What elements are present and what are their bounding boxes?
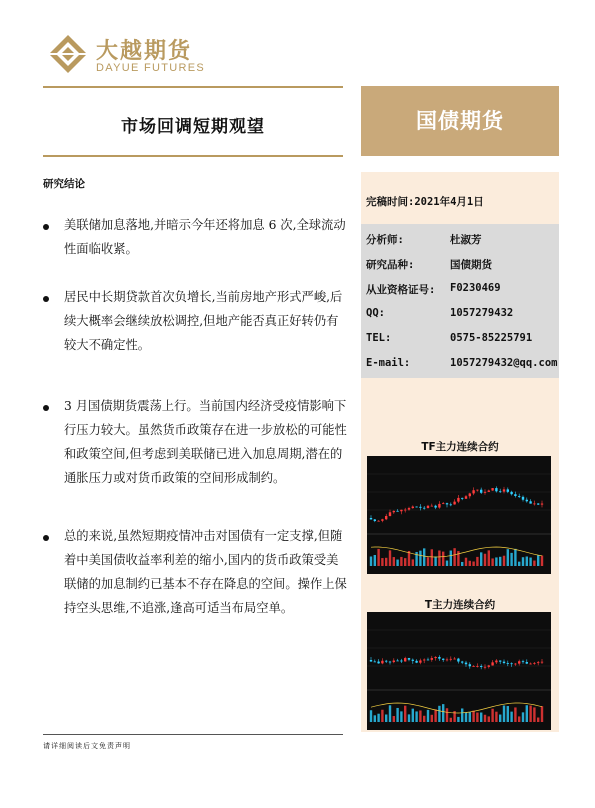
candle-body (427, 506, 429, 508)
section-heading: 研究结论 (43, 178, 85, 190)
candle-body (461, 662, 463, 663)
bullet-icon (43, 405, 49, 411)
volume-bar (431, 715, 433, 722)
candle-body (450, 504, 452, 505)
volume-bar (541, 706, 543, 722)
volume-bar (442, 704, 444, 722)
volume-bar (381, 710, 383, 722)
candle-body (453, 659, 455, 660)
bullet-icon (43, 224, 49, 230)
candle-body (484, 492, 486, 493)
volume-bar (415, 711, 417, 722)
info-value[interactable]: 1057279432@qq.com (450, 357, 558, 369)
volume-bar (370, 556, 372, 566)
conclusion-point: 总的来说,虽然短期疫情冲击对国债有一定支撑,但随着中美国债收益率利差的缩小,国内的货币政策受美联储的加息制约已基本不存在降息的空间。操作上保持空头思维,不追涨,逢高可适当布局空单。 (64, 529, 347, 615)
candle-body (472, 666, 474, 667)
candle-body (400, 510, 402, 511)
info-value: 1057279432 (450, 307, 514, 319)
volume-bar (476, 713, 478, 722)
chart-background (367, 612, 551, 730)
volume-bar (404, 558, 406, 566)
candle-body (457, 498, 459, 502)
volume-bar (480, 552, 482, 566)
conclusion-point: 居民中长期贷款首次负增长,当前房地产形式严峻,后续大概率会继续放松调控,但地产能否真正好转仍有较大不确定性。 (64, 290, 343, 352)
volume-bar (377, 549, 379, 566)
info-value: 国债期货 (450, 259, 492, 271)
candle-body (537, 662, 539, 663)
volume-bar (419, 710, 421, 722)
volume-bar (472, 561, 474, 566)
candle-body (442, 659, 444, 660)
candle-body (431, 658, 433, 660)
info-key: E-mail: (366, 357, 411, 369)
candle-body (533, 503, 535, 504)
candle-body (484, 667, 486, 668)
candle-body (457, 659, 459, 662)
candle-body (423, 508, 425, 509)
tf-chart-title: TF主力连续合约 (421, 441, 499, 453)
candle-body (423, 660, 425, 661)
candle-body (389, 512, 391, 516)
volume-bar (396, 560, 398, 566)
volume-bar (423, 548, 425, 566)
info-value: 杜淑芳 (450, 234, 482, 246)
volume-bar (404, 706, 406, 722)
volume-bar (450, 718, 452, 722)
volume-bar (480, 713, 482, 722)
volume-bar (476, 557, 478, 566)
volume-bar (465, 712, 467, 722)
candle-body (465, 663, 467, 665)
candle-body (507, 663, 509, 664)
candle-body (499, 661, 501, 662)
candle-body (400, 661, 402, 662)
volume-bar (412, 709, 414, 722)
candle-body (529, 501, 531, 503)
volume-bar (434, 709, 436, 722)
info-value: 0575-85225791 (450, 332, 533, 344)
volume-bar (499, 715, 501, 722)
conclusion-point: 美联储加息落地,并暗示今年还将加息 6 次,全球流动性面临收紧。 (64, 218, 346, 256)
volume-bar (450, 551, 452, 566)
category-label: 国债期货 (416, 109, 504, 133)
candle-body (396, 661, 398, 662)
footer-rule (43, 734, 343, 735)
volume-bar (533, 561, 535, 566)
candle-body (472, 490, 474, 493)
volume-bar (442, 552, 444, 566)
volume-bar (529, 706, 531, 722)
candle-body (389, 662, 391, 663)
volume-bar (472, 711, 474, 722)
disclaimer-note: 请详细阅读后文免责声明 (43, 742, 131, 750)
volume-bar (526, 556, 528, 566)
candle-body (541, 662, 543, 663)
volume-bar (522, 557, 524, 566)
candle-body (476, 666, 478, 667)
candle-body (370, 518, 372, 519)
candle-body (510, 663, 512, 664)
title-bottom-rule (43, 155, 343, 157)
candle-body (533, 663, 535, 664)
volume-bar (503, 556, 505, 566)
volume-bar (434, 557, 436, 566)
info-key: TEL: (366, 332, 392, 344)
title-top-rule (43, 86, 343, 88)
candle-body (446, 503, 448, 504)
volume-bar (385, 714, 387, 722)
candle-body (396, 511, 398, 512)
candle-body (381, 519, 383, 521)
volume-bar (484, 715, 486, 722)
info-value: F0230469 (450, 282, 501, 294)
info-key: 研究品种: (366, 259, 415, 271)
candle-body (469, 493, 471, 496)
candle-body (377, 662, 379, 664)
candle-body (431, 506, 433, 507)
candle-body (480, 490, 482, 493)
volume-bar (385, 558, 387, 566)
completion-date: 完稿时间:2021年4月1日 (366, 196, 484, 208)
info-key: QQ: (366, 307, 385, 319)
volume-bar (541, 555, 543, 566)
info-key: 从业资格证号: (366, 284, 436, 296)
volume-bar (412, 559, 414, 566)
candle-body (404, 658, 406, 661)
candle-body (465, 496, 467, 499)
volume-bar (499, 557, 501, 566)
analyst-info-box (361, 224, 559, 378)
candle-body (491, 488, 493, 490)
candle-body (476, 490, 478, 491)
candle-body (377, 521, 379, 522)
candle-body (374, 661, 376, 662)
candle-body (381, 661, 383, 664)
info-key: 分析师: (366, 234, 404, 246)
volume-bar (446, 561, 448, 566)
t-candlestick-chart (367, 612, 551, 730)
candle-body (518, 496, 520, 497)
volume-bar (461, 562, 463, 566)
volume-bar (518, 716, 520, 722)
volume-bar (374, 555, 376, 566)
candle-body (499, 491, 501, 492)
candle-body (385, 516, 387, 519)
report-title: 市场回调短期观望 (121, 117, 265, 137)
candle-body (385, 661, 387, 662)
candle-body (374, 519, 376, 521)
volume-bar (393, 557, 395, 566)
candle-body (412, 507, 414, 508)
candle-body (461, 498, 463, 499)
volume-bar (510, 553, 512, 566)
conclusion-point: 3 月国债期货震荡上行。当前国内经济受疫情影响下行压力较大。虽然货币政策存在进一步放松的可能性和政策空间,但考虑到美联储已进入加息周期,潜在的通胀压力或对货币政策的空间形成制约。 (64, 399, 347, 485)
volume-bar (488, 550, 490, 566)
candle-body (526, 500, 528, 502)
candle-body (450, 659, 452, 660)
candle-body (522, 497, 524, 500)
volume-bar (377, 714, 379, 722)
volume-bar (526, 705, 528, 722)
volume-bar (503, 705, 505, 722)
volume-bar (438, 550, 440, 566)
candle-body (412, 660, 414, 661)
volume-bar (453, 548, 455, 566)
volume-bar (518, 562, 520, 566)
bullet-icon (43, 535, 49, 541)
volume-bar (370, 710, 372, 722)
volume-bar (438, 706, 440, 722)
volume-bar (495, 557, 497, 566)
volume-bar (446, 708, 448, 722)
candle-body (522, 661, 524, 662)
candle-body (408, 658, 410, 660)
candle-body (427, 660, 429, 661)
volume-bar (427, 710, 429, 722)
candle-body (503, 489, 505, 491)
candle-body (442, 503, 444, 504)
volume-bar (389, 705, 391, 722)
volume-bar (427, 557, 429, 566)
volume-bar (457, 551, 459, 566)
volume-bar (533, 707, 535, 722)
volume-bar (469, 712, 471, 722)
candle-body (495, 661, 497, 663)
candle-body (518, 661, 520, 663)
candle-body (453, 502, 455, 505)
brand-name-cn: 大越期货 (96, 39, 193, 64)
brand-name-en: DAYUE FUTURES (96, 62, 205, 74)
volume-bar (469, 561, 471, 566)
candle-body (393, 511, 395, 512)
candle-body (438, 504, 440, 508)
candle-body (541, 504, 543, 505)
candle-body (514, 494, 516, 496)
volume-bar (522, 712, 524, 722)
candle-body (495, 488, 497, 491)
volume-bar (537, 555, 539, 566)
volume-bar (491, 558, 493, 566)
volume-bar (461, 708, 463, 722)
volume-bar (484, 554, 486, 566)
volume-bar (400, 711, 402, 722)
volume-bar (514, 549, 516, 566)
volume-bar (457, 717, 459, 722)
volume-bar (393, 716, 395, 722)
candle-body (393, 661, 395, 663)
volume-bar (389, 550, 391, 566)
candle-body (488, 491, 490, 492)
volume-bar (408, 714, 410, 722)
t-chart-title: T主力连续合约 (424, 599, 496, 611)
candle-body (488, 665, 490, 666)
volume-bar (423, 716, 425, 722)
candle-body (507, 489, 509, 491)
candle-body (408, 508, 410, 510)
volume-bar (507, 706, 509, 722)
candle-body (469, 664, 471, 666)
volume-bar (495, 712, 497, 722)
bullet-icon (43, 296, 49, 302)
volume-bar (537, 718, 539, 722)
volume-bar (465, 558, 467, 566)
volume-bar (431, 549, 433, 566)
volume-bar (507, 549, 509, 566)
candle-body (419, 660, 421, 662)
volume-bar (510, 712, 512, 722)
candle-body (529, 664, 531, 665)
volume-bar (514, 707, 516, 722)
candle-body (480, 666, 482, 667)
candle-body (415, 661, 417, 663)
candle-body (446, 659, 448, 660)
volume-bar (400, 557, 402, 566)
candle-body (415, 507, 417, 508)
candle-body (434, 506, 436, 508)
tf-candlestick-chart (367, 456, 551, 574)
candle-body (537, 503, 539, 504)
candle-body (526, 662, 528, 664)
candle-body (503, 662, 505, 663)
candle-body (434, 657, 436, 658)
candle-body (510, 492, 512, 494)
company-logo-icon (48, 34, 88, 74)
candle-body (491, 662, 493, 665)
volume-bar (381, 558, 383, 566)
volume-bar (396, 708, 398, 722)
candle-body (514, 664, 516, 665)
candle-body (438, 657, 440, 659)
volume-bar (488, 716, 490, 722)
volume-bar (491, 709, 493, 722)
volume-bar (374, 715, 376, 722)
candle-body (404, 510, 406, 511)
volume-bar (419, 551, 421, 566)
candle-body (419, 507, 421, 508)
volume-bar (529, 558, 531, 566)
candle-body (370, 660, 372, 661)
